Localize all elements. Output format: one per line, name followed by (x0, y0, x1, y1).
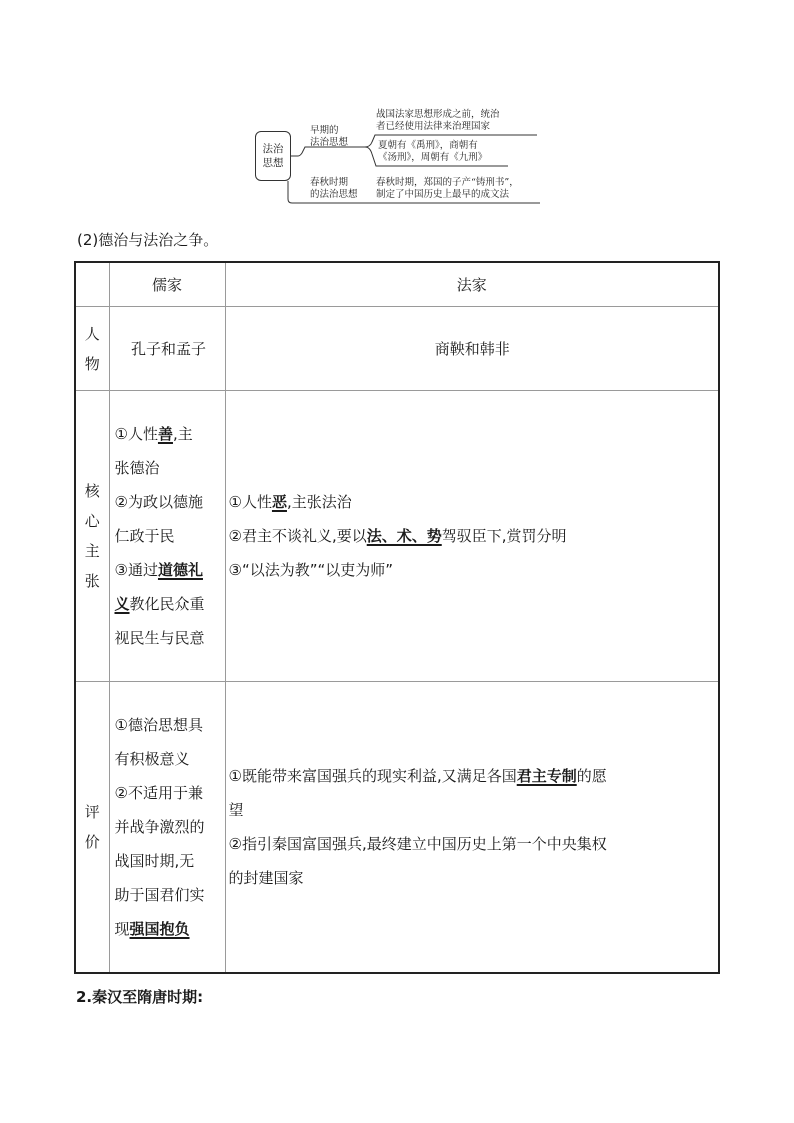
mind-map-branch-early (310, 125, 348, 149)
ru-eval-line6: 助于国君们实 (114, 886, 205, 904)
fa-eval-line3: ②指引秦国富国强兵,最终建立中国历史上第一个中央集权 (228, 835, 607, 853)
fa-core-text: ②君主不谈礼义,要以 (228, 527, 367, 545)
table-header-row (75, 262, 719, 307)
ru-core-line7: 视民生与民意 (114, 629, 205, 647)
ru-core-keyword-morality-end: 义 (114, 595, 130, 613)
fa-eval-line2: 望 (228, 801, 244, 819)
header-confucian: 儒家 (109, 262, 225, 307)
ru-core-line2: 张德治 (114, 459, 160, 477)
fa-core-text: 驾驭臣下,赏罚分明 (441, 527, 567, 545)
section-heading: (2)德治与法治之争。 (77, 231, 219, 249)
branch-early-line1: 早期的 (310, 125, 339, 136)
branch-early-line2: 法治思想 (310, 137, 349, 148)
table-row-people (75, 307, 719, 391)
row-label-people (75, 307, 109, 391)
fa-eval-line4: 的封建国家 (228, 869, 304, 887)
ru-eval-keyword-ambition: 强国抱负 (129, 920, 190, 938)
fa-eval-keyword-autocracy: 君主专制 (516, 767, 577, 785)
row-label-core-char3: 主 (84, 542, 100, 560)
table-row-evaluation (75, 682, 719, 974)
legalist-core-ideas (225, 391, 719, 682)
ru-eval-text: 现 (114, 920, 130, 938)
legalist-evaluation (225, 682, 719, 974)
next-section-heading: 2.秦汉至隋唐时期: (76, 988, 204, 1006)
row-label-eval-char1: 评 (84, 803, 100, 821)
leaf-early-law-line2: 者已经使用法律来治理国家 (376, 121, 491, 132)
ru-eval-line3: ②不适用于兼 (114, 784, 203, 802)
confucian-people: 孔子和孟子 (109, 307, 225, 391)
table-row-core-ideas (75, 391, 719, 682)
row-label-core-char1: 核 (84, 482, 100, 500)
confucian-core-ideas (109, 391, 225, 682)
ru-eval-line2: 有积极意义 (114, 750, 190, 768)
fa-core-line2 (229, 519, 717, 553)
ru-core-keyword-good: 善 (157, 425, 173, 443)
mind-map-root-label: 法治思想 (262, 143, 284, 169)
ru-core-text: ③通过 (114, 561, 158, 579)
branch-spring-autumn-line1: 春秋时期 (310, 177, 349, 188)
mind-map-diagram (250, 105, 550, 210)
ru-core-text: 教化民众重 (129, 595, 205, 613)
ru-core-text: ,主 (172, 425, 193, 443)
fa-core-keyword-fa-shu-shi: 法、术、势 (366, 527, 442, 545)
leaf-zichan-line2: 制定了中国历史上最早的成文法 (376, 189, 510, 200)
fa-core-text: ①人性 (228, 493, 272, 511)
ru-core-line4: 仁政于民 (114, 527, 175, 545)
row-label-eval-char2: 价 (84, 833, 100, 851)
fa-eval-text: ①既能带来富国强兵的现实利益,又满足各国 (228, 767, 517, 785)
header-legalist: 法家 (225, 262, 719, 307)
legalist-people: 商鞅和韩非 (225, 307, 719, 391)
ru-eval-line1: ①德治思想具 (114, 716, 203, 734)
branch-spring-autumn-line2: 的法治思想 (310, 189, 358, 200)
ru-core-keyword-morality: 道德礼 (157, 561, 203, 579)
row-label-core-char4: 张 (84, 572, 100, 590)
comparison-table (74, 261, 720, 974)
leaf-early-law-line1: 战国法家思想形成之前，统治 (376, 109, 500, 120)
fa-core-keyword-evil: 恶 (271, 493, 287, 511)
row-label-core (75, 391, 109, 682)
mind-map-leaf-ancient-codes (378, 140, 487, 164)
ru-core-line5 (115, 553, 223, 587)
ru-eval-line7 (115, 912, 223, 946)
ru-eval-line5: 战国时期,无 (114, 852, 195, 870)
ru-eval-line4: 并战争激烈的 (114, 818, 205, 836)
ru-core-line6 (115, 587, 223, 621)
fa-core-line3: ③“以法为教”“以吏为师” (228, 561, 394, 579)
mind-map-leaf-zichan (376, 177, 519, 201)
fa-core-text: ,主张法治 (286, 493, 352, 511)
leaf-ancient-codes-line1: 夏朝有《禹刑》，商朝有 (378, 140, 478, 151)
ru-core-text: ①人性 (114, 425, 158, 443)
row-label-people-char2: 物 (84, 354, 100, 373)
fa-eval-text: 的愿 (576, 767, 607, 785)
row-label-people-char1: 人 (84, 324, 100, 343)
leaf-ancient-codes-line2: 《汤刑》，周朝有《九刑》 (378, 152, 488, 163)
mind-map-leaf-early-law (376, 109, 500, 133)
fa-core-line1 (229, 485, 717, 519)
header-empty-cell (75, 262, 109, 307)
leaf-zichan-line1: 春秋时期，郑国的子产“铸刑书”， (376, 177, 519, 188)
row-label-core-char2: 心 (84, 512, 100, 530)
ru-core-line1 (115, 417, 223, 451)
mind-map-branch-spring-autumn (310, 177, 358, 201)
confucian-evaluation (109, 682, 225, 974)
ru-core-line3: ②为政以德施 (114, 493, 203, 511)
fa-eval-line1 (229, 759, 717, 793)
mind-map-root-node (255, 131, 291, 181)
row-label-eval (75, 682, 109, 974)
